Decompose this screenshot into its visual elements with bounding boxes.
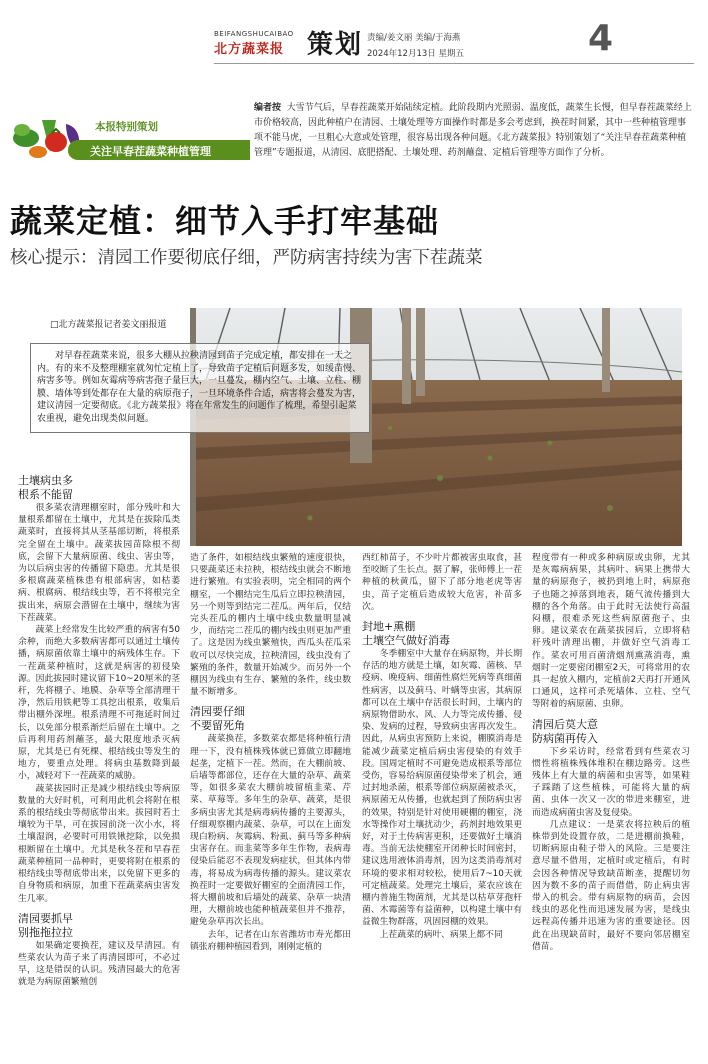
paragraph: 程度带有一种或多种病原或虫卵，尤其是灰霉病病果，其病叶、病果上携带大量的病原孢子，被扔到地上时，病原孢子也随之掉落到地表，随气流传播到大棚的各个角落。由于此时无法使行高温闷棚，很难杀死这些病原菌孢子、虫卵。建议菜农在蔬菜拔园后，立即将秸秆残叶清理出棚，并做好空气消毒工作。菜农可用百菌清烟剂熏蒸消毒，熏烟时一定要密闭棚室2天，可将常用的农具一起放入棚内，定植前2天再打开通风口通风，这样可杀死墙体、立柱、空气等附着的病原菌、虫卵。 xyxy=(532,553,690,710)
paragraph: 几点建议：一是菜农将拉秧后的植株带到处设置存放，二是进棚前换鞋，切断病原由鞋子带入的风险。三是要注意尽量不借用，定植时或定植后，有时会因各种情况导致缺苗断垄，提醒切勿因为数不多的苗子而借借，防止病虫害带入的机会。带有病原物的病苗，会因线虫的恶化性而迅速发展为害，是线虫远程高传播并迅速为害的重要途径。因此在出现缺苗时，最好不要向邻居棚室借苗。 xyxy=(532,819,690,952)
editor-note-body: 大雪节气后，早春茬蔬菜开始陆续定植。此阶段期内光照弱、温度低，蔬菜生长慢，但早春茬蔬菜经上市价格较高，因此种植户在清园、土壤处理等方面操作时都是多会考虑到，换茬时间紧，其中一些种植管理事项不能马虎，一旦粗心大意或处管理，很容易出现各种问题。《北方蔬菜报》特别策划了“关注早春茬蔬菜种植管理”专题报道，从清园、底肥搭配、土壤处理、药剂蘸盘、定植后管理等方面作了分析。 xyxy=(254,103,692,158)
subheadline: 核心提示：清园工作要彻底仔细，严防病害持续为害下茬蔬菜 xyxy=(10,248,483,268)
section-heading: 防病菌再传入 xyxy=(532,731,598,745)
masthead-editors: 责编/姜文丽 美编/于海燕 xyxy=(367,33,461,43)
summary-text: 对早春茬蔬菜来说，很多大棚从拉秧清园到苗子完成定植，都安排在一天之内。有的来不及整理棚室就匆忙定植上了，导致苗子定植后问题多发，如缓苗慢、病害多等。例如灰霉病等病害孢子量巨大，一旦蔓发，棚内空气、土壤、立柱、棚膜、墙体等到处都存在大量的病原孢子，一旦环境条件合适，病害将会蔓发为害，建议清园一定要彻底。《北方蔬菜报》将在年常发生的问题作了梳理，希望引起菜农重视，避免出现类似问题。 xyxy=(37,351,362,424)
banner-label: 本报特别策划 xyxy=(95,121,158,133)
masthead-divider xyxy=(214,63,694,64)
reporter-byline: □北方蔬菜报记者姜文丽报道 xyxy=(50,320,167,330)
column-4 xyxy=(532,552,690,1064)
section-heading: 土壤病虫多 xyxy=(18,474,73,487)
paragraph: 冬季棚室中大量存在病原物，并长期存活的地方就是土壤，如灰霉、菌核、早疫病、晚疫病、细菌性腐烂死病等真细菌性病害，以及蓟马、叶螨等虫害，其病原都可以在土壤中存活很长时间，土壤内的病原物借助水、风、人力等完成传播、侵染、发病的过程，导致病虫害再次发生。因此，从病虫害预防上来说，棚膜消毒是能减少蔬菜定植后病虫害侵染的有效手段。国周定植时不可避免造成根系等部位受伤，容易给病原菌侵染带来了机会，通过封地杀菌，根系等部位病原菌被杀灭，病原菌无从传播，也就起到了预防病虫害的效果，特别是针对使用硬棚的棚室，浇水等操作对土壤扰动少，药剂封地效果更好，对于土传病害更积，还要做好土壤消毒。当前无法使棚室开闭种长时间密封，建议选用液体消毒剂，因为这类消毒剂对环境的要求相对较松，使用后7~10天就可定植蔬菜。处理完土壤后，菜农应该在棚内普施生物菌剂，尤其是以枯草芽孢杆菌、木霉菌等有益菌种，以构建土壤中有益微生物群落，巩固园棚的效果。 xyxy=(362,649,522,928)
masthead-paper-name: 北方蔬菜报 xyxy=(214,42,285,57)
editor-note-lead: 编者按 xyxy=(254,103,282,113)
headline: 蔬菜定植：细节入手打牢基础 xyxy=(10,202,440,240)
column-3 xyxy=(362,552,522,1064)
section-heading: 不要留死角 xyxy=(190,719,245,733)
paragraph: 蔬菜换茬，多数菜农都是将种植行清理一下，没有植株残体就已算做立即翻地起垄，定植下一茬。然而，在大棚前坡、后墙等都部位，还存在大量的杂草、蔬菜等，如很多菜农大棚前坡留植韭菜、芹菜、草莓等。多年生的杂草、蔬菜，是很多病虫害尤其是病毒病传播的主要源头，仔细观察棚内蔬菜、杂草，可以在上面发现白粉病、灰霉病、粉虱、蓟马等多种病虫害存在。而韭菜等多年生作物，表病毒侵染后能忍不表现发病症状，但其体内带毒，将易成为病毒传播的源头。建议菜农换茬时一定要做好棚室的全面清园工作，将大棚前坡和后墙处的蔬菜、杂草一块清理，大棚前坡也能种植蔬菜但并不推荐，避免杂草再次长出。 xyxy=(190,734,351,928)
editor-note xyxy=(254,101,694,161)
section-heading: 清园要抓早 xyxy=(18,911,73,925)
section-heading: 土壤空气做好消毒 xyxy=(362,634,450,648)
paragraph: 蔬菜拔园时正是减少根结线虫等病原数量的大好时机，可利用此机会将附在根系的根结线虫等彻底带出来。拔园时若土壤较为干旱，可在拔园前浇一次小水，将土壤湿润，必要时可用铁锹挖除，以免损根断留在土壤中。尤其是秋冬茬和早春茬蔬菜种植同一品种时，更要将附在根系的根结线虫等彻底带出来，以免留下更多的自身物质和病原，加重下茬蔬菜病虫害发生几率。 xyxy=(18,783,180,904)
paragraph: 下乡采访时，经常看到有些菜农习惯性将植株残体堆积在棚边路旁。这些残体上有大量的病菌和虫害等，如果鞋子踩踏了这些植株，可能将大量的病菌、虫体一次又一次的带进来棚室，进而造成病菌虫害及复侵染。 xyxy=(532,746,690,818)
banner-title-bar xyxy=(68,140,250,160)
section-heading: 根系不能留 xyxy=(18,488,73,501)
banner-title: 关注早春茬蔬菜种植管理 xyxy=(90,145,211,158)
paragraph: 造了条件，如根结线虫繁殖的速度很快，只要蔬菜还未拉秧，根结线虫就会不断地进行繁殖。有实验表明，完全相同的两个棚室，一个棚结完生瓜后立即拉秧清园，另一个则等到结完二茬瓜。两年后，仅结完头茬瓜的棚内土壤中线虫数量明显减少，而结完二茬瓜的棚内线虫则更加严重了。这是因为线虫繁殖快，西瓜头茬瓜采收可以尽快完成，拉秧清园，线虫没有了繁殖的条件，数量开始减少。而另外一个棚因为线虫有生存、繁殖的条件，线虫数量不断增多。 xyxy=(190,553,351,698)
masthead-section: 策划 xyxy=(307,30,364,60)
paragraph: 蔬菜上经常发生比较严重的病害有50余种，而绝大多数病害都可以通过土壤传播，病原菌依靠土壤中的病残体生存。下一茬蔬菜种植时，这就是病害的初侵染源。因此拔园时建议留下10~20厘米的茎秆，先将棚子、地膜、杂草等全部清理干净，然后用铁耙等工具挖出根系，收集后带出棚外深埋。根系清理不可拖延时间过长，以免部分根系渐烂后留在土壤中。之后再利用药剂蘸茎，最大限度地杀灭病原，尤其是已有死棵、根结线虫等发生的地方，要重点处理。将病虫基数降到最小，减轻对下一茬蔬菜的威胁。 xyxy=(18,625,180,782)
paragraph: 很多菜农清理棚室时，部分残叶和大量根系都留在土壤中，尤其是在拔除瓜类蔬菜时，直接将其从茎基部切断，将根系完全留在土壤中。蔬菜拔园苗除根不彻底，会留下大量病原菌、线虫、害虫等，为以后病虫害的传播留下隐患。尤其是很多根腐蔬菜植株患有根部病害，如枯萎病、根腐病、根结线虫等，若不将根完全拔出来，病原会潜留在土壤中，继续为害下茬蔬菜。 xyxy=(18,503,180,623)
paragraph: 去年，记者在山东省潍坊市寿光都田镇张府棚种植园看到，刚刚定植的 xyxy=(190,929,351,952)
section-heading: 清园要仔细 xyxy=(190,705,245,719)
paragraph: 西红柿苗子，不少叶片都被害虫取食，甚至咬断了生长点。据了解，张师傅上一茬种植的秋黄瓜，留下了部分地老虎等害虫，苗子定植后造成较大危害，补苗多次。 xyxy=(362,553,522,612)
paragraph: 如果确定要换茬，建议及早清园。有些菜农认为苗子来了再清园即可，不必过早，这是错误的认识。残清园最大的危害就是为病原菌繁殖创 xyxy=(18,940,180,988)
masthead-date: 2024年12月13日 星期五 xyxy=(367,49,464,59)
section-heading: 封地+熏棚 xyxy=(362,620,416,634)
section-heading: 清园后莫大意 xyxy=(532,717,598,731)
page-number: 4 xyxy=(588,18,614,59)
column-1 xyxy=(18,474,180,1064)
column-2 xyxy=(190,552,351,1064)
section-heading: 别拖拖拉拉 xyxy=(18,925,73,939)
masthead-pinyin: BEIFANGSHUCAIBAO xyxy=(214,30,294,38)
paragraph: 上茬蔬菜的病叶、病果上都不同 xyxy=(379,929,503,940)
